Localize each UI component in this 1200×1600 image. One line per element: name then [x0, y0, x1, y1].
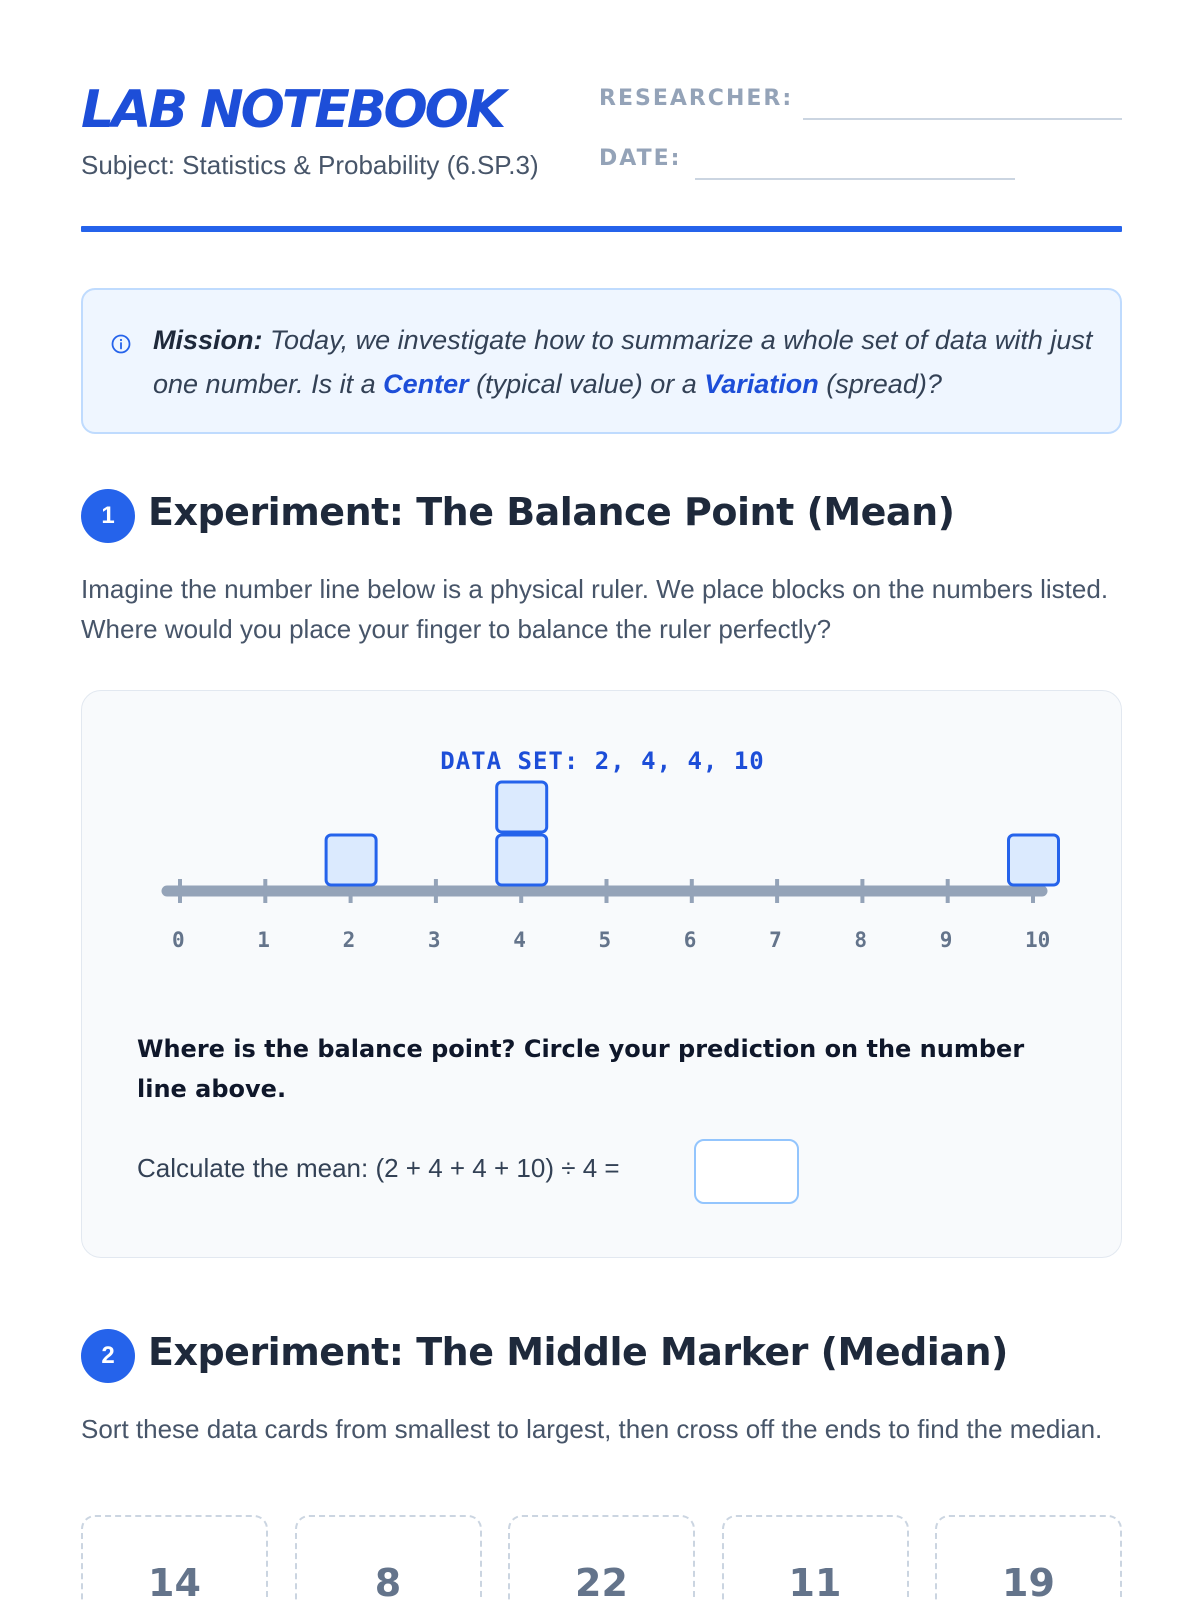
data-block[interactable] — [1009, 835, 1059, 885]
step-badge-1: 1 — [81, 489, 135, 543]
data-block[interactable] — [497, 782, 547, 832]
tick-label: 2 — [342, 928, 356, 952]
mean-calculation: Calculate the mean: (2 + 4 + 4 + 10) ÷ 4 = — [137, 1153, 620, 1183]
tick-label: 1 — [257, 928, 270, 952]
tick-label: 5 — [598, 928, 612, 952]
section-1-title: Experiment: The Balance Point (Mean) — [148, 490, 955, 534]
header-divider — [81, 226, 1122, 232]
dataset-label: DATA SET: 2, 4, 4, 10 — [440, 747, 765, 775]
data-card-value: 14 — [148, 1561, 201, 1600]
data-block[interactable] — [326, 835, 376, 885]
page-title: LAB NOTEBOOK — [81, 80, 504, 140]
mission-lead: Mission: — [153, 325, 263, 355]
data-card[interactable] — [722, 1515, 909, 1600]
data-card-value: 19 — [1002, 1561, 1055, 1600]
mission-callout — [81, 288, 1122, 434]
term-center: Center — [383, 369, 469, 399]
subject-line: Subject: Statistics & Probability (6.SP.3) — [81, 150, 539, 180]
data-card[interactable] — [935, 1515, 1122, 1600]
data-card[interactable] — [81, 1515, 268, 1600]
section-2-title: Experiment: The Middle Marker (Median) — [148, 1330, 1008, 1374]
data-card-value: 11 — [788, 1561, 842, 1600]
tick-label: 10 — [1025, 928, 1051, 952]
data-card-value: 22 — [575, 1561, 628, 1600]
mission-text-part: Today, we investigate how to summarize a whole set of data with just one number. Is it a — [153, 325, 1093, 399]
data-card[interactable] — [508, 1515, 695, 1600]
data-card-value: 8 — [374, 1561, 402, 1600]
tick-label: 4 — [513, 928, 526, 952]
tick-label: 6 — [683, 928, 697, 952]
date-label: DATE: — [599, 146, 682, 171]
balance-prompt: Where is the balance point? Circle your prediction on the number line above. — [137, 1035, 1025, 1103]
section-1-description: Imagine the number line below is a physical ruler. We place blocks on the numbers listed. Where would you place your finger to balance the ruler perfectly? — [81, 574, 1109, 644]
mission-text-part: (typical value) or a — [468, 369, 705, 399]
section-2-description: Sort these data cards from smallest to largest, then cross off the ends to find the median. — [81, 1414, 1103, 1444]
data-card[interactable] — [295, 1515, 482, 1600]
number-line[interactable] — [82, 691, 1123, 991]
mission-text — [153, 318, 1103, 406]
tick-label: 3 — [427, 928, 441, 952]
tick-label: 8 — [854, 928, 868, 952]
date-field[interactable] — [695, 178, 1015, 180]
tick-label: 9 — [939, 928, 953, 952]
mission-text-part: (spread)? — [818, 369, 942, 399]
info-circle-icon — [111, 334, 131, 354]
researcher-label: RESEARCHER: — [599, 86, 794, 111]
term-variation: Variation — [704, 369, 819, 399]
step-badge-2: 2 — [81, 1329, 135, 1383]
mean-answer-box[interactable] — [694, 1139, 799, 1204]
data-cards — [81, 1515, 1122, 1600]
data-block[interactable] — [497, 835, 547, 885]
balance-point-panel — [81, 690, 1122, 1258]
page-header — [81, 80, 1122, 234]
researcher-field[interactable] — [803, 118, 1122, 120]
tick-label: 0 — [172, 928, 185, 952]
tick-label: 7 — [769, 928, 782, 952]
